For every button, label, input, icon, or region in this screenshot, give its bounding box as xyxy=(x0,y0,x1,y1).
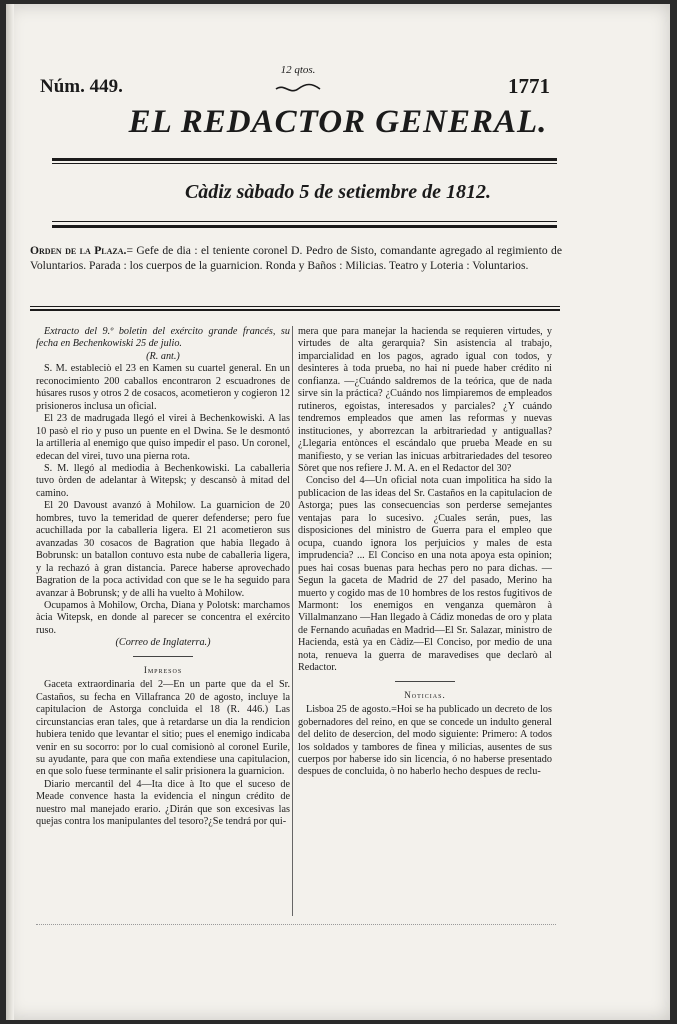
article-paragraph: El 20 Davoust avanzó à Mohilow. La guarnicion de 20 hombres, tuvo la temeridad de querer defenderse; pero fue acuchillada por la caballeria ligera. El 21 acometieron sus avanzadas 30 cosacos de Bagration que habia llegado à Bobrunsk: un batallon contuvo esta nube de caballeria ligera, y la rechazó à gran distancia. Parece haberse aprovechado Bagration de la poca actividad con que se le ha seguido para avanzar à Bobrunsk; y de alli ha vuelto à Mohilow. xyxy=(36,500,290,599)
flourish-ornament xyxy=(274,83,322,95)
impresos-heading: Impresos xyxy=(143,664,183,675)
article-paragraph: S. M. estableciò el 23 en Kamen su cuartel general. En un reconocimiento 200 caballos encontraron 2 escuadrones de húsares rusos y otros 2 de cosacos, acometieron y cogieron 12 prisioneros inclusa un oficial. xyxy=(36,363,290,412)
dateline: Càdiz sàbado 5 de setiembre de 1812. xyxy=(184,181,492,203)
page-number: 1771 xyxy=(508,74,550,98)
section-rule-thin xyxy=(30,306,560,307)
extract-title: Extracto del 9.º boletin del exército grande francés, su fecha en Bechenkowiski 25 de julio. xyxy=(36,326,290,350)
extract-continuation: (R. ant.) xyxy=(146,350,180,362)
article-paragraph: Diario mercantil del 4—Ita dice à Ito que el suceso de Meade convence hasta la evidencia el ningun crédito de nuestro mal manejado erario. ¿Dirán que son excesivas las quejas contra los manipulantes del tesoro?¿Se tendrá por qui- xyxy=(36,778,290,828)
right-column xyxy=(298,326,552,779)
orden-de-la-plaza xyxy=(30,244,562,273)
bottom-dotted-line xyxy=(36,924,556,929)
quantity-note: 12 qtos. xyxy=(280,64,316,76)
dateline-rule-thin xyxy=(52,221,557,222)
dateline-rule xyxy=(52,225,557,228)
issue-number: Núm. 449. xyxy=(40,76,123,97)
column-divider xyxy=(292,326,293,916)
masthead-title: EL REDACTOR GENERAL. xyxy=(128,104,548,140)
left-column xyxy=(36,326,290,829)
article-paragraph: Lisboa 25 de agosto.=Hoi se ha publicado un decreto de los gobernadores del reino, en que se concede un indulto general del delito de desercion, del modo siguiente: Primero: A todos los soldados y tambores de finea y milicias, ausentes de sus cuerpos por haberse ido sin licencia, ó no haberse presentado despues de concluida, ò no haberlo hecho despues de reclu- xyxy=(298,704,552,778)
article-paragraph: Gaceta extraordinaria del 2—En un parte que da el Sr. Castaños, su fecha en Villafranca 20 de agosto, incluye la capitulacion de Astorga concluida el 18 (R. 446.) Las circunstancias eran tales, que à retardarse un dia la rendicion hubiera tenido que levantar el sitio; pues el enemigo indicaba venir en su socorro: por lo cual comisionò al coronel Eurile, su ayudante, para que con maña extendiese una capitulacion, en que solo fuese terminante el salir prisionera la guarnicion. xyxy=(36,679,290,778)
noticias-heading: Noticias. xyxy=(404,689,446,700)
section-divider xyxy=(133,656,193,657)
newspaper-page xyxy=(6,4,670,1020)
article-source: (Correo de Inglaterra.) xyxy=(115,637,211,649)
article-paragraph: mera que para manejar la hacienda se requieren virtudes, y virtudes de alta gerarquia? Sin asistencia al trabajo, imparcialidad en los pagos, agrado igual con todos, y desinteres à toda prueba, no hai ni puede haber crédito ni confianza. —¿Cuándo saldremos de la teórica, que de nada sirve sin la práctica? ¿Cuándo nos limpiaremos de empleados rutineros, egoistas, interesados y parciales? ¿Y cuándo tendremos empleados que amen las reformas y nuevas instituciones, y aborrezcan la arbitrariedad y antiguallas? ¿Llegaria entònces el escándalo que prueba Meade en su manifiesto, y se verian las inicuas arbitrariedades del tesoreo Sòret que nos refiere J. M. A. en el Redactor del 30? xyxy=(298,326,552,474)
section-rule xyxy=(30,309,560,311)
article-paragraph: Ocupamos à Mohilow, Orcha, Diana y Polotsk: marchamos àcia Witepsk, en donde al parecer se concentra el exército ruso. xyxy=(36,599,290,636)
masthead-rule-thin xyxy=(52,163,557,164)
masthead-rule xyxy=(52,158,557,161)
article-paragraph: El 23 de madrugada llegó el virei à Bechenkowiski. A las 10 pasò el rio y puso un puente en el Dwina. Se le desmontó la artilleria al enemigo que quiso impedir el paso. Un coronel, edecan del virei, tuvo una pierna rota. xyxy=(36,413,290,462)
orden-label: Orden de la Plaza. xyxy=(30,244,127,257)
article-paragraph: S. M. llegó al mediodia à Bechenkowiski. La caballeria tuvo òrden de adelantar à Witepsk; y descansò à mitad del camino. xyxy=(36,462,290,499)
section-divider xyxy=(395,681,455,682)
page-edge xyxy=(6,4,14,1020)
orden-text: = Gefe de dia : el teniente coronel D. Pedro de Sisto, comandante agregado al regimiento de Voluntarios. Parada : los cuerpos de la guarnicion. Ronda y Baños : Milicias. Teatro y Loteria : Voluntarios. xyxy=(30,244,562,272)
article-paragraph: Conciso del 4—Un oficial nota cuan impolitica ha sido la publicacion de las ideas del Sr. Castaños en la capitulacion de Astorga; pues las consecuencias son perderse semejantes ventajas para lo sucesivo. ¿Cuales serán, pues, las disposiciones del ministro de Guerra para el empleo que ocupa, cuando ignora los perjuicios y males de esta imprudencia? ... El Conciso en una nota apoya esta opinion; pues hai cosas buenas para hechas pero no para dichas. — Segun la gaceta de Madrid de 27 del pasado, Merino ha muerto y cogido mas de 10 hombres de los restos fugitivos de Marmont: los enemigos en venganza quemàron à Villalmanzano —Han llegado à Cádiz monedas de oro y plata de Fernando acuñadas en Madrid—El Sr. Salazar, ministro de Hacienda, està ya en Càdiz—El Conciso, por medio de una nota, renueva la guerra de maravedises que declarò al Redactor. xyxy=(298,475,552,674)
